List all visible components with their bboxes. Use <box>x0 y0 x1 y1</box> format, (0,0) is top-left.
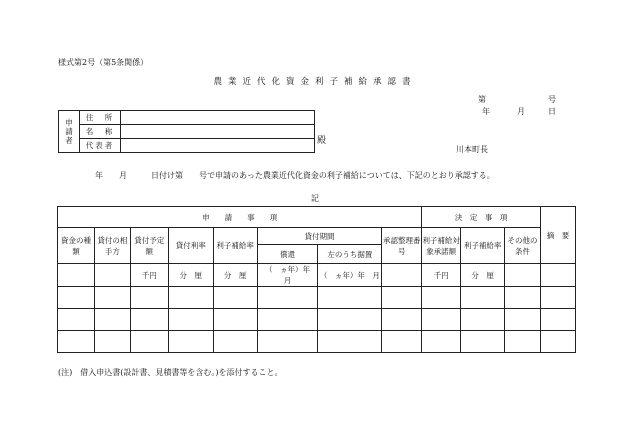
approval-details-table <box>57 206 576 353</box>
table-cell[interactable] <box>422 331 461 353</box>
subsidy-rate-header: 利子補給率 <box>213 228 257 264</box>
applicant-group-label <box>59 111 80 153</box>
table-cell[interactable] <box>540 309 575 331</box>
table-cell[interactable] <box>213 331 257 353</box>
unit-cell <box>505 264 541 287</box>
deferred-header: 左のうち据置 <box>318 245 382 264</box>
unit-decided-rate: 分 厘 <box>461 264 505 287</box>
table-cell[interactable] <box>58 331 95 353</box>
loan-period-header: 貸付期間 <box>257 228 382 245</box>
unit-deferred-period: （ ヵ年）年 月 <box>318 264 382 287</box>
table-cell[interactable] <box>257 331 318 353</box>
date-year: 年 <box>482 107 490 116</box>
table-cell[interactable] <box>213 287 257 309</box>
table-cell[interactable] <box>382 331 422 353</box>
table-cell[interactable] <box>318 287 382 309</box>
unit-thousand-yen: 千円 <box>130 264 168 287</box>
applicant-name-label: 名 称 <box>80 125 121 139</box>
unit-cell <box>382 264 422 287</box>
table-cell[interactable] <box>505 309 541 331</box>
decided-subsidy-rate-header: 利子補給率 <box>461 228 505 264</box>
table-cell[interactable] <box>168 331 213 353</box>
other-conditions-header: その他の条件 <box>505 228 541 264</box>
unit-cell <box>540 264 575 287</box>
fund-type-header: 資金の種類 <box>58 228 95 264</box>
number-prefix: 第 <box>478 95 486 104</box>
applicant-group-label-text: 申 請 者 <box>65 118 73 145</box>
approval-statement: 年 月 日付け第 号で申請のあった農業近代化資金の利子補給については、下記のとおり承認する。 <box>95 171 495 180</box>
unit-cell <box>58 264 95 287</box>
issuer-name: 川本町長 <box>456 145 488 154</box>
table-cell[interactable] <box>58 287 95 309</box>
table-cell[interactable] <box>94 287 130 309</box>
table-cell[interactable] <box>257 309 318 331</box>
table-row <box>58 309 576 331</box>
unit-repayment-period: （ ヵ年）年 月 <box>257 264 318 287</box>
document-title: 農業近代化資金利子補給承認書 <box>213 77 417 87</box>
date-month: 月 <box>517 107 525 116</box>
loan-rate-header: 貸付利率 <box>168 228 213 264</box>
addressee-honorific: 殿 <box>317 136 327 146</box>
table-cell[interactable] <box>382 287 422 309</box>
table-row <box>58 331 576 353</box>
lender-header: 貸付の相手方 <box>94 228 130 264</box>
applicant-name-field[interactable] <box>121 125 315 139</box>
table-cell[interactable] <box>213 309 257 331</box>
form-number: 様式第2号（第5条関係） <box>58 58 149 67</box>
table-cell[interactable] <box>382 309 422 331</box>
table-cell[interactable] <box>318 331 382 353</box>
applicant-representative-label: 代表者 <box>80 139 121 153</box>
table-cell[interactable] <box>168 287 213 309</box>
table-cell[interactable] <box>505 287 541 309</box>
table-cell[interactable] <box>540 287 575 309</box>
decision-items-header: 決 定 事 項 <box>422 207 541 228</box>
approval-number-header: 承認整理番号 <box>382 228 422 264</box>
table-cell[interactable] <box>461 309 505 331</box>
table-cell[interactable] <box>540 331 575 353</box>
ki-heading: 記 <box>311 194 319 203</box>
table-cell[interactable] <box>130 309 168 331</box>
unit-target-amount: 千円 <box>422 264 461 287</box>
applicant-address-field[interactable] <box>121 111 315 125</box>
table-cell[interactable] <box>461 331 505 353</box>
table-cell[interactable] <box>130 287 168 309</box>
application-items-header: 申 請 事 項 <box>58 207 422 228</box>
date-day: 日 <box>548 107 556 116</box>
applicant-table <box>58 110 315 153</box>
unit-subsidy-rate: 分 厘 <box>213 264 257 287</box>
remarks-header: 摘 要 <box>540 207 575 264</box>
table-row <box>58 287 576 309</box>
table-cell[interactable] <box>58 309 95 331</box>
applicant-representative-field[interactable] <box>121 139 315 153</box>
table-cell[interactable] <box>422 287 461 309</box>
repayment-header: 償還 <box>257 245 318 264</box>
table-cell[interactable] <box>94 309 130 331</box>
table-cell[interactable] <box>505 331 541 353</box>
table-cell[interactable] <box>168 309 213 331</box>
table-cell[interactable] <box>130 331 168 353</box>
footnote: (注) 借入申込書(設計書、見積書等を含む。)を添付すること。 <box>58 368 283 377</box>
table-cell[interactable] <box>422 309 461 331</box>
number-suffix: 号 <box>548 95 556 104</box>
unit-loan-rate: 分 厘 <box>168 264 213 287</box>
planned-amount-header: 貸付予定額 <box>130 228 168 264</box>
table-cell[interactable] <box>461 287 505 309</box>
table-cell[interactable] <box>257 287 318 309</box>
applicant-address-label: 住 所 <box>80 111 121 125</box>
unit-cell <box>94 264 130 287</box>
subsidy-target-amount-header: 利子補給対象承諾額 <box>422 228 461 264</box>
table-cell[interactable] <box>94 331 130 353</box>
table-cell[interactable] <box>318 309 382 331</box>
